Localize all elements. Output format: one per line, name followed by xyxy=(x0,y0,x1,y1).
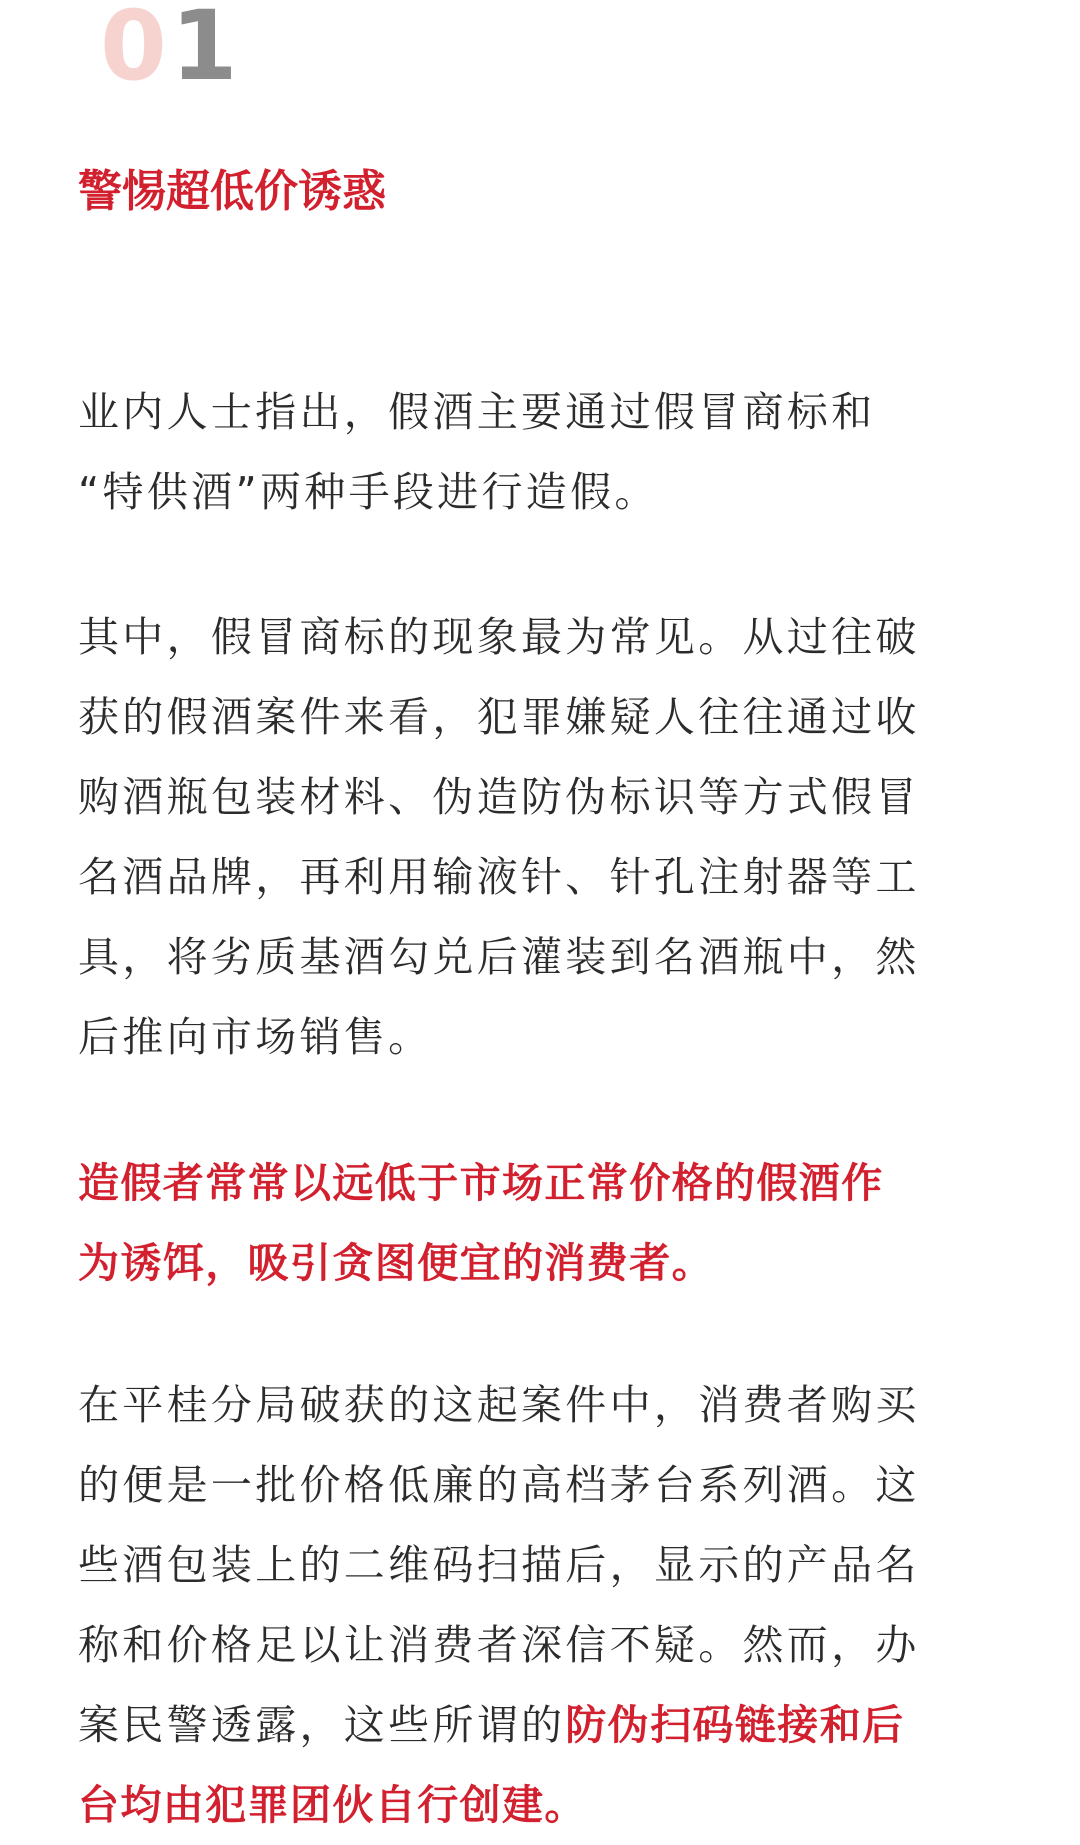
paragraph-1 xyxy=(78,372,1006,532)
paragraph-line: 些酒包装上的二维码扫描后，显示的产品名 xyxy=(78,1541,920,1589)
paragraph-line: 具，将劣质基酒勾兑后灌装到名酒瓶中，然 xyxy=(78,933,920,981)
highlight-paragraph xyxy=(78,1143,1006,1303)
paragraph-line: 后推向市场销售。 xyxy=(78,1013,433,1061)
section-number-digit-0: 0 xyxy=(100,0,171,102)
section-number xyxy=(100,0,242,102)
paragraph-line: “特供酒”两种手段进行造假。 xyxy=(78,468,659,516)
paragraph-line: 在平桂分局破获的这起案件中，消费者购买 xyxy=(78,1381,920,1429)
paragraph-line: 称和价格足以让消费者深信不疑。然而，办 xyxy=(78,1621,920,1669)
paragraph-line: 其中，假冒商标的现象最为常见。从过往破 xyxy=(78,613,920,661)
paragraph-2 xyxy=(78,597,1006,1077)
paragraph-line-mixed xyxy=(78,1685,1006,1765)
section-number-digit-1: 1 xyxy=(170,0,242,102)
plain-text-segment: 案民警透露，这些所谓的 xyxy=(78,1701,566,1749)
highlight-line: 为诱饵，吸引贪图便宜的消费者。 xyxy=(78,1239,714,1287)
paragraph-line: 获的假酒案件来看，犯罪嫌疑人往往通过收 xyxy=(78,693,920,741)
paragraph-4 xyxy=(78,1365,1006,1845)
highlight-line: 台均由犯罪团伙自行创建。 xyxy=(78,1781,587,1829)
highlight-text-segment: 防伪扫码链接和后 xyxy=(565,1701,905,1749)
paragraph-line: 名酒品牌，再利用输液针、针孔注射器等工 xyxy=(78,853,920,901)
section-title: 警惕超低价诱惑 xyxy=(78,166,386,217)
highlight-line: 造假者常常以远低于市场正常价格的假酒作 xyxy=(78,1159,884,1207)
paragraph-line: 业内人士指出，假酒主要通过假冒商标和 xyxy=(78,388,876,436)
paragraph-line: 的便是一批价格低廉的高档茅台系列酒。这 xyxy=(78,1461,920,1509)
paragraph-line: 购酒瓶包装材料、伪造防伪标识等方式假冒 xyxy=(78,773,920,821)
